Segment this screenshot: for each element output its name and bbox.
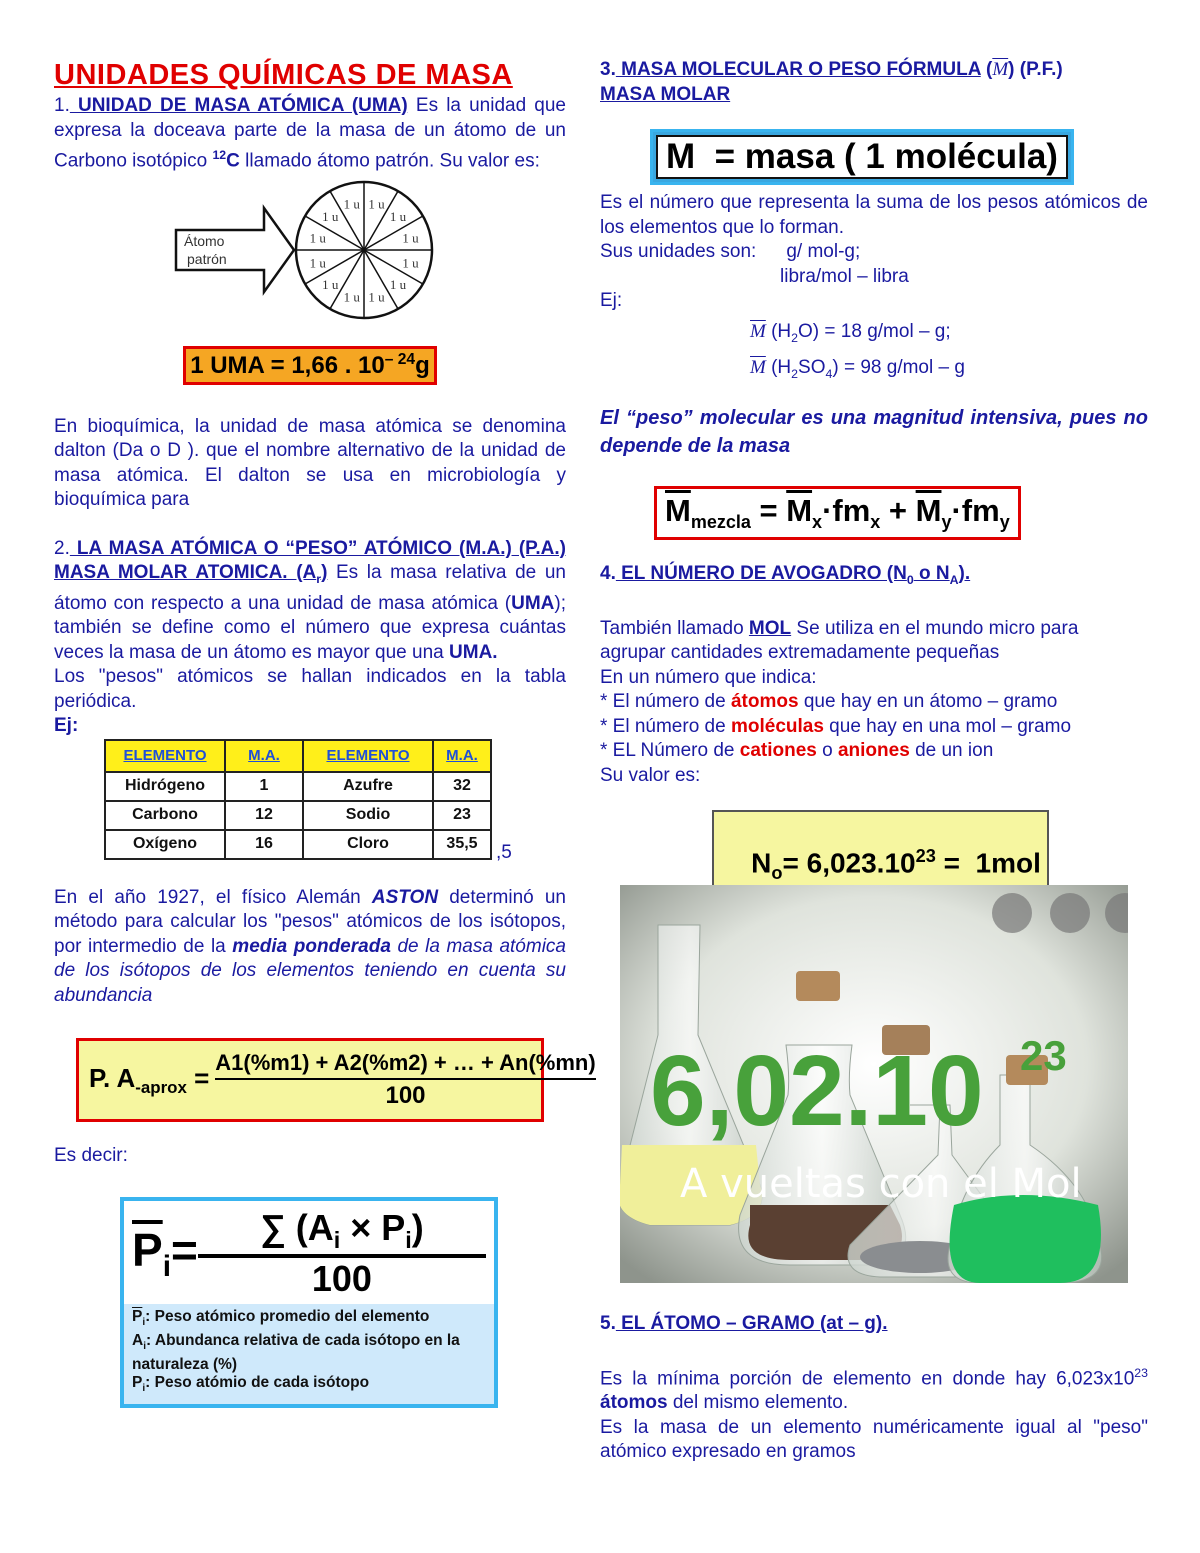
svg-text:A vueltas con el Mol: A vueltas con el Mol bbox=[680, 1161, 1082, 1207]
section-5-heading: 5. EL ÁTOMO – GRAMO (at – g). bbox=[600, 1313, 888, 1334]
pa-formula-denominator: 100 bbox=[385, 1082, 426, 1110]
section-4-paragraph: También llamado MOL Se utiliza en el mundo micro para agrupar cantidades extremadamente pequeñas En un número que indica: * El número de átomos que hay en un átomo – gramo * El número de moléculas que hay en una mol – gramo * EL Número de cationes o aniones de un ion Su valor es: bbox=[600, 617, 1079, 786]
example-h2so4: $\overline{M}$ $(H_2SO_4) = 98$ g/mol – g bbox=[750, 356, 965, 381]
avogadro-value-box: $N_o= 6,023.10^{23} = 1mol$ bbox=[712, 810, 1049, 920]
units-line-2: libra/mol – libra bbox=[780, 265, 909, 287]
section-5-text-1: Es la mínima porción de elemento en donde hay $6,023x10^{23}$ átomos del mismo elemento. bbox=[600, 1365, 1148, 1414]
pa-formula-wrap bbox=[54, 1038, 596, 1122]
left-column bbox=[54, 58, 596, 1408]
pi-formula-legend: $\overline{P}_i$: Peso atómico promedio del elemento $A_i$: Abundanca relativa de cada isótopo en la naturaleza (%) $P_i$: Peso atómio de cada isótopo bbox=[124, 1304, 494, 1404]
atom-pie-icon bbox=[296, 182, 432, 318]
arrow-icon bbox=[176, 208, 294, 292]
flasks-illustration bbox=[620, 885, 1128, 1283]
pie-unit-label: 1 u bbox=[309, 255, 326, 271]
pie-unit-label: 1 u bbox=[309, 230, 326, 246]
pie-unit-label: 1 u bbox=[402, 230, 419, 246]
table-row: Hidrógeno 1 Azufre 32 bbox=[105, 772, 491, 801]
page-title: UNIDADES QUÍMICAS DE MASA bbox=[54, 59, 513, 91]
section-3-heading: 3. MASA MOLECULAR O PESO FÓRMULA $(\overline{M})$ (P.F.) MASA MOLAR bbox=[600, 59, 1063, 105]
section-4-heading: 4. EL NÚMERO DE AVOGADRO ($N_0$ o $N_A$). bbox=[600, 563, 971, 588]
mixture-formula-box: $\overline{M}_{mezcla} = \overline{M}_x\cdot fm_x + \overline{M}_y\cdot fm_y$ bbox=[654, 486, 1021, 540]
atomic-mass-table: ELEMENTO M.A. ELEMENTO M.A. Hidrógeno 1 Azufre 32 Carbono 12 Sodio 23 Oxígeno 16 Cloro 35,5 bbox=[104, 739, 492, 860]
example-label-2: Ej: bbox=[600, 290, 623, 311]
pa-formula-numerator: A1(%m1) + A2(%m2) + … + An(%mn) bbox=[215, 1050, 595, 1080]
section-2-heading: LA MASA ATÓMICA O “PESO” ATÓMICO (M.A.) (P.A.) MASA MOLAR ATOMICA. $(A_r)$ bbox=[54, 537, 566, 587]
table-trailing-text: ,5 bbox=[496, 841, 512, 863]
units-line: Sus unidades son: g/ mol-g; bbox=[600, 241, 861, 262]
pi-formula-box: $\overline{P}_i=$ $\frac{\sum (A_i \times P_i)}{100}$ $\overline{P}_i$: Peso atómico promedio del elemento $A_i$: Abundanca relativa de cada isótopo en la naturaleza (%) $P_i$: Peso atómio de cada isótopo bbox=[120, 1197, 498, 1408]
aston-paragraph: En el año 1927, el físico Alemán ASTON determinó un método para calcular los "pesos" atómicos de los isótopos, por intermedio de la media ponderada de la masa atómica de los isótopos de los elementos teniendo en cuenta su abundancia bbox=[54, 886, 566, 1006]
section-3-text: Es el número que representa la suma de los pesos atómicos de los elementos que lo forman. bbox=[600, 192, 1148, 238]
pie-unit-label: 1 u bbox=[368, 289, 385, 305]
pie-unit-label: 1 u bbox=[368, 196, 385, 212]
section-1-heading: UNIDAD DE MASA ATÓMICA (UMA) bbox=[69, 95, 408, 116]
svg-text:6,02.10: 6,02.10 bbox=[650, 1035, 984, 1147]
biochem-paragraph: En bioquímica, la unidad de masa atómica se denomina dalton (Da o D ). que el nombre alternativo de la unidad de masa atómica. El dalton se usa en microbiología y bioquímica para bbox=[54, 415, 566, 511]
intensive-note: El “peso” molecular es una magnitud intensiva, pues no depende de la masa bbox=[600, 407, 1148, 458]
avogadro-photo bbox=[620, 885, 1128, 1283]
section-5-text-2: Es la masa de un elemento numéricamente igual al "peso" atómico expresado en gramos bbox=[600, 1416, 1148, 1463]
atom-pattern-diagram bbox=[54, 178, 566, 328]
example-h2o: $\overline{M}$ $(H_2O) = 18$ g/mol – g; bbox=[750, 320, 951, 345]
uma-value-box-wrap bbox=[54, 346, 566, 385]
section-5 bbox=[600, 1312, 1148, 1465]
svg-text:patrón: patrón bbox=[187, 250, 227, 267]
example-label: Ej: bbox=[54, 715, 79, 737]
svg-text:23: 23 bbox=[1020, 1032, 1067, 1079]
pie-unit-label: 1 u bbox=[343, 289, 360, 305]
section-2-note: Los "pesos" atómicos se hallan indicados en la tabla periódica. bbox=[54, 666, 566, 712]
pie-unit-label: 1 u bbox=[322, 208, 339, 224]
table-row: Carbono 12 Sodio 23 bbox=[105, 801, 491, 830]
es-decir-label: Es decir: bbox=[54, 1145, 128, 1167]
pie-unit-label: 1 u bbox=[402, 255, 419, 271]
pie-unit-label: 1 u bbox=[389, 208, 407, 224]
pa-formula-box: P. $A_{-aprox}$ = $\frac{A1(\%m1) + A2(\%m2) + \dots + An(\%mn)}{100}$ bbox=[76, 1038, 544, 1122]
atomic-mass-table-wrap bbox=[54, 739, 566, 863]
table-row: Oxígeno 16 Cloro 35,5 bbox=[105, 830, 491, 859]
right-column bbox=[600, 58, 1148, 920]
pie-unit-label: 1 u bbox=[343, 196, 360, 212]
section-1-paragraph: 1. UNIDAD DE MASA ATÓMICA (UMA) Es la unidad que expresa la doceava parte de la masa de un átomo de un Carbono isotópico $^{12}$C llamado átomo patrón. Su valor es: bbox=[54, 95, 566, 172]
pie-unit-label: 1 u bbox=[389, 276, 407, 292]
pie-unit-label: 1 u bbox=[322, 276, 339, 292]
section-2-paragraph: 2. LA MASA ATÓMICA O “PESO” ATÓMICO (M.A.) (P.A.) MASA MOLAR ATOMICA. $(A_r)$ Es la masa relativa de un átomo con respecto a una unidad de masa atómica (UMA); también se define como el número que expresa cuántas veces la masa de un átomo es mayor que una UMA. bbox=[54, 537, 566, 663]
molecule-mass-box: M = masa ( 1 molécula) bbox=[650, 129, 1074, 185]
uma-value-box: 1 UMA = 1,66 . $10^{- 24}g$ bbox=[183, 346, 437, 385]
svg-text:Átomo: Átomo bbox=[184, 232, 225, 249]
